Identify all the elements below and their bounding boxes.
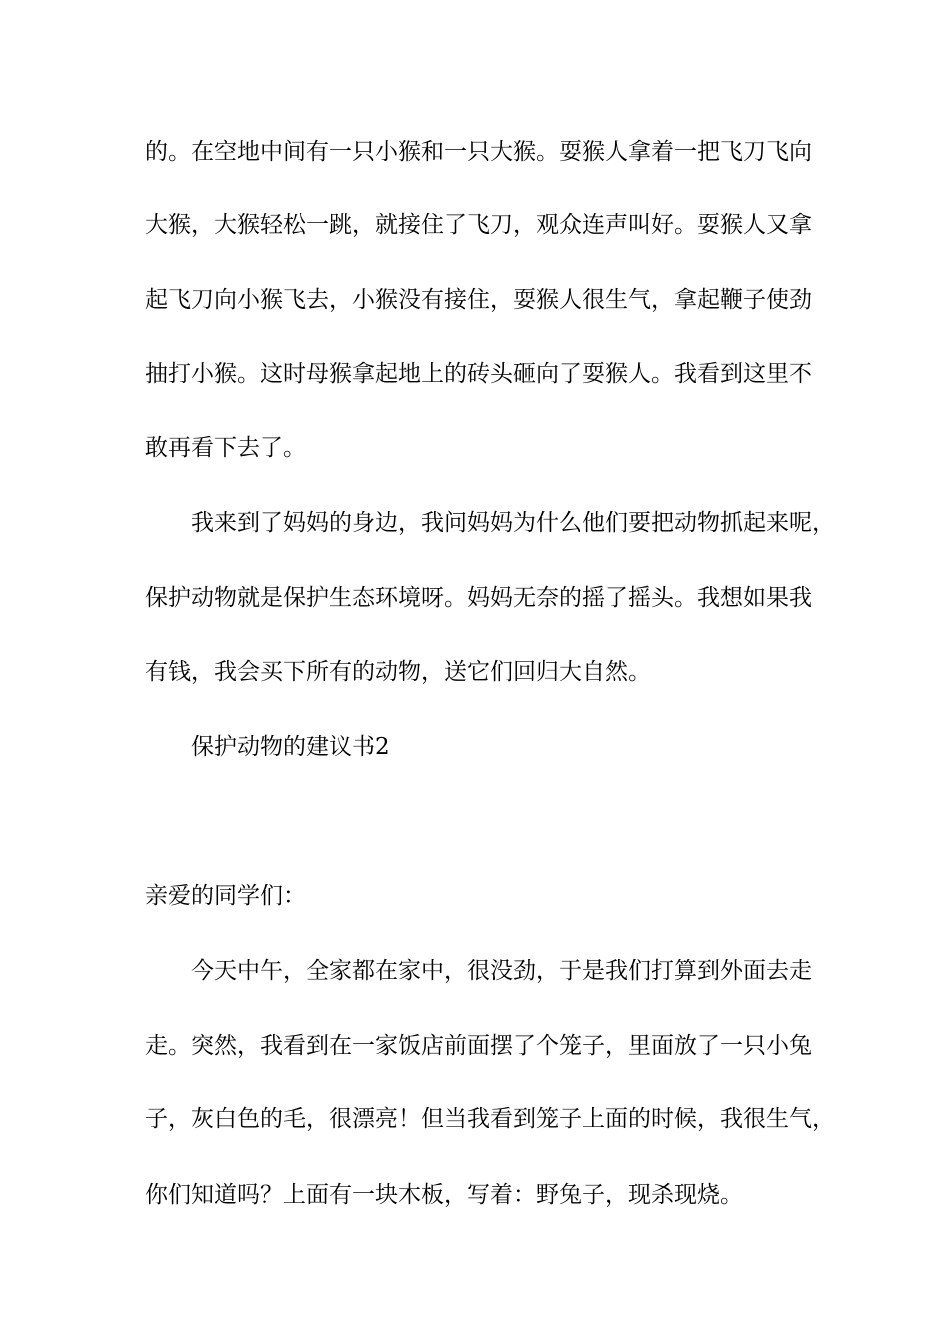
paragraph-line: 起飞刀向小猴飞去，小猴没有接住，耍猴人很生气，拿起鞭子使劲: [145, 287, 812, 313]
paragraph-line: 走。突然，我看到在一家饭店前面摆了个笼子，里面放了一只小兔: [145, 1033, 812, 1059]
paragraph-line: 你们知道吗？上面有一块木板，写着：野兔子，现杀现烧。: [145, 1182, 743, 1208]
paragraph-line: 的。在空地中间有一只小猴和一只大猴。耍猴人拿着一把飞刀飞向: [145, 139, 812, 165]
section-heading: 保护动物的建议书2: [191, 734, 390, 760]
paragraph-line: 敢再看下去了。: [145, 435, 306, 461]
paragraph-line: 大猴，大猴轻松一跳，就接住了飞刀，观众连声叫好。耍猴人又拿: [145, 212, 812, 238]
paragraph-line: 我来到了妈妈的身边，我问妈妈为什么他们要把动物抓起来呢，: [191, 510, 835, 536]
paragraph-line: 保护动物就是保护生态环境呀。妈妈无奈的摇了摇头。我想如果我: [145, 585, 812, 611]
paragraph-line: 抽打小猴。这时母猴拿起地上的砖头砸向了耍猴人。我看到这里不: [145, 361, 812, 387]
paragraph-line: 子，灰白色的毛，很漂亮！但当我看到笼子上面的时候，我很生气，: [145, 1106, 835, 1132]
paragraph-line: 有钱，我会买下所有的动物，送它们回归大自然。: [145, 659, 651, 685]
paragraph-line: 今天中午，全家都在家中，很没劲，于是我们打算到外面去走: [191, 958, 812, 984]
salutation: 亲爱的同学们：: [145, 883, 306, 909]
